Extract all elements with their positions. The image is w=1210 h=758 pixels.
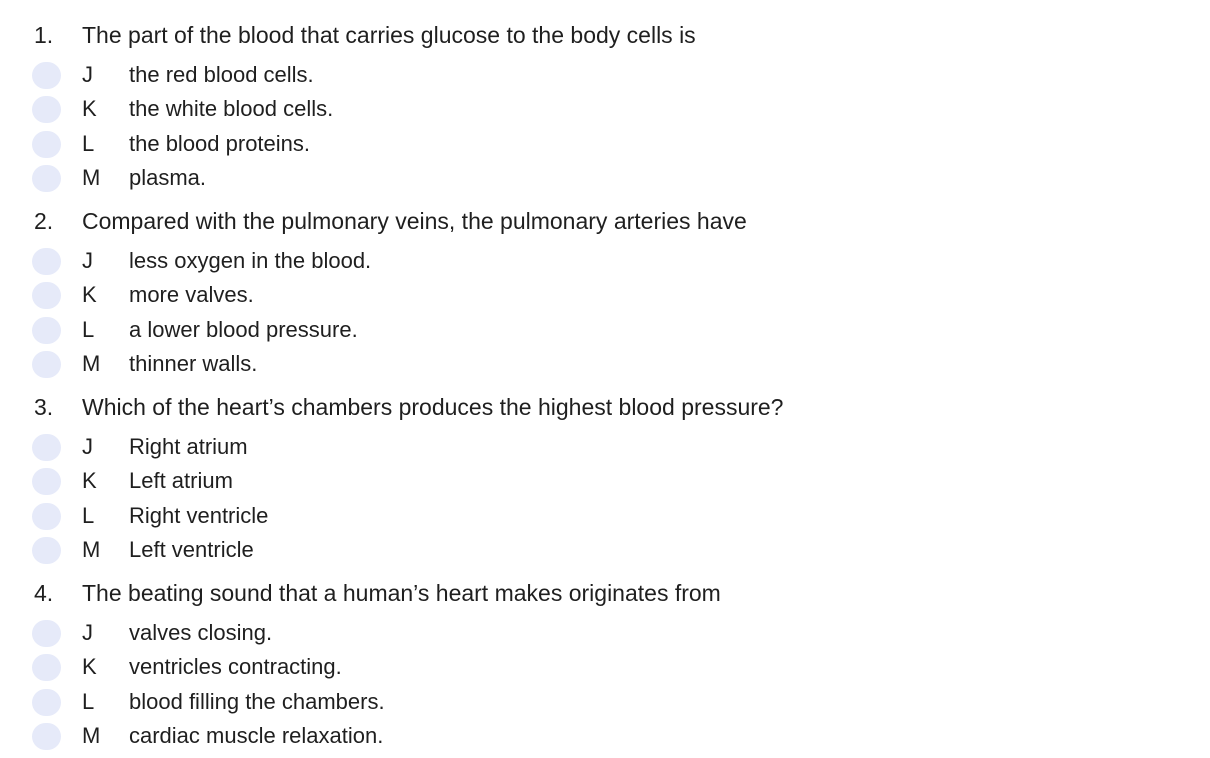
choice-text: the red blood cells. (129, 62, 314, 87)
radio-button[interactable] (32, 689, 61, 716)
question-header (0, 204, 1200, 238)
radio-button[interactable] (32, 317, 61, 344)
choice-letter: M (82, 165, 101, 190)
question-number: 2. (34, 208, 54, 234)
question-header (0, 390, 1200, 424)
choice-text: plasma. (129, 165, 207, 190)
choice-text: Left atrium (129, 468, 233, 493)
choice-letter: M (82, 723, 101, 748)
choice-text: less oxygen in the blood. (129, 248, 372, 273)
answer-choice-j[interactable] (0, 245, 1200, 277)
choice-text: Right atrium (129, 434, 248, 459)
question-1 (0, 0, 1210, 190)
answer-choice-k[interactable] (0, 279, 1200, 311)
question-header (0, 18, 1200, 52)
radio-button[interactable] (32, 434, 61, 461)
choice-text: the blood proteins. (129, 131, 311, 156)
radio-button[interactable] (32, 131, 61, 158)
answer-choice-j[interactable] (0, 59, 1200, 91)
question-number: 3. (34, 394, 54, 420)
answer-choice-l[interactable] (0, 500, 1200, 532)
choice-letter: M (82, 537, 101, 562)
answer-choice-k[interactable] (0, 465, 1200, 497)
choice-text: ventricles contracting. (129, 654, 342, 679)
choice-text: a lower blood pressure. (129, 317, 358, 342)
choice-letter: K (82, 654, 97, 679)
question-text: The part of the blood that carries glucose to the body cells is (82, 22, 696, 48)
question-header (0, 576, 1200, 610)
choice-letter: K (82, 468, 97, 493)
choice-letter: L (82, 131, 95, 156)
radio-button[interactable] (32, 654, 61, 681)
answer-choice-m[interactable] (0, 720, 1200, 752)
choice-letter: L (82, 317, 95, 342)
radio-button[interactable] (32, 282, 61, 309)
choice-text: Left ventricle (129, 537, 254, 562)
choice-text: cardiac muscle relaxation. (129, 723, 384, 748)
radio-button[interactable] (32, 248, 61, 275)
answer-choice-j[interactable] (0, 431, 1200, 463)
question-text: Compared with the pulmonary veins, the pulmonary arteries have (82, 208, 747, 234)
answer-choice-k[interactable] (0, 93, 1200, 125)
answer-choice-l[interactable] (0, 686, 1200, 718)
choice-letter: K (82, 282, 97, 307)
question-4 (0, 558, 1210, 748)
question-3 (0, 372, 1210, 562)
radio-button[interactable] (32, 468, 61, 495)
question-number: 1. (34, 22, 54, 48)
choice-letter: L (82, 689, 95, 714)
choice-text: valves closing. (129, 620, 273, 645)
choice-text: more valves. (129, 282, 254, 307)
choice-letter: J (82, 62, 93, 87)
answer-choice-l[interactable] (0, 314, 1200, 346)
choice-text: Right ventricle (129, 503, 269, 528)
question-2 (0, 186, 1210, 376)
choice-letter: J (82, 248, 93, 273)
choice-letter: J (82, 434, 93, 459)
choice-letter: L (82, 503, 95, 528)
choice-text: the white blood cells. (129, 96, 334, 121)
question-text: Which of the heart’s chambers produces the highest blood pressure? (82, 394, 784, 420)
answer-choice-k[interactable] (0, 651, 1200, 683)
choice-text: blood filling the chambers. (129, 689, 385, 714)
answer-choice-j[interactable] (0, 617, 1200, 649)
radio-button[interactable] (32, 62, 61, 89)
question-number: 4. (34, 580, 54, 606)
choice-letter: M (82, 351, 101, 376)
radio-button[interactable] (32, 723, 61, 750)
choice-text: thinner walls. (129, 351, 258, 376)
radio-button[interactable] (32, 620, 61, 647)
choice-letter: K (82, 96, 97, 121)
choice-letter: J (82, 620, 93, 645)
question-text: The beating sound that a human’s heart makes originates from (82, 580, 721, 606)
radio-button[interactable] (32, 503, 61, 530)
radio-button[interactable] (32, 96, 61, 123)
answer-choice-l[interactable] (0, 128, 1200, 160)
